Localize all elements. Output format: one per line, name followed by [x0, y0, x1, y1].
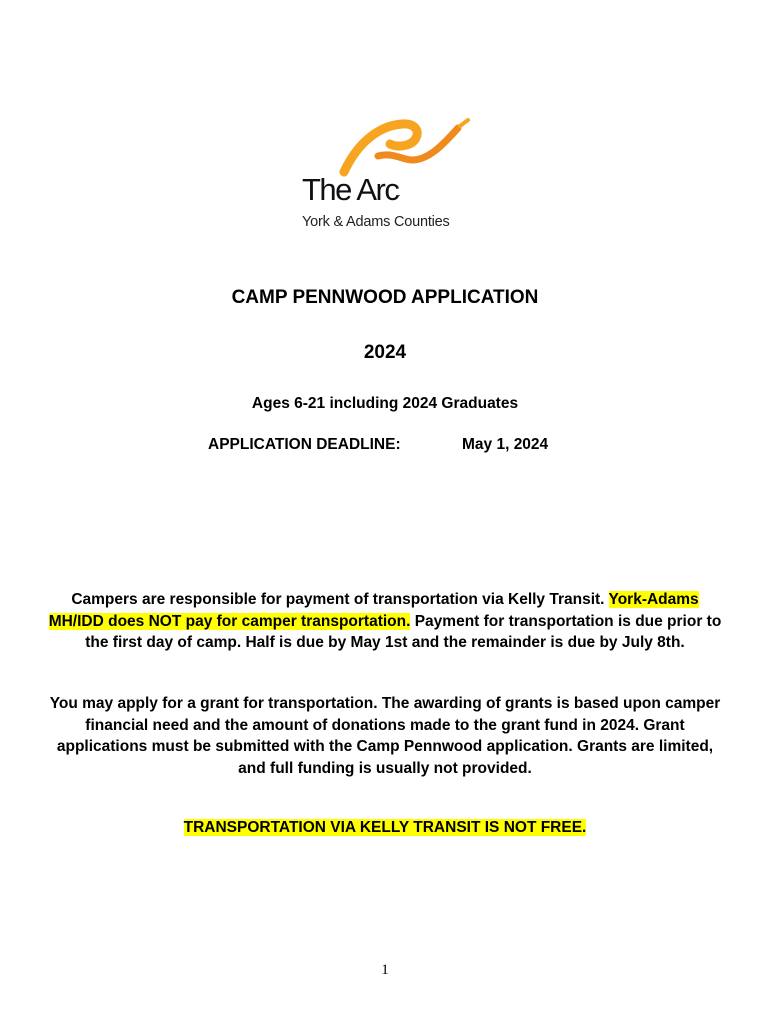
arc-logo — [296, 116, 476, 236]
highlighted-warning: York-Adams MH/IDD does NOT pay for camper transportation. — [48, 591, 699, 630]
page-number: 1 — [381, 962, 389, 978]
grant-paragraph: You may apply for a grant for transportation. The awarding of grants is based upon camper financial need and the amount of donations made to the grant fund in 2024. Grant applications must be submitted with the Camp Pennwood application. Grants are limited, and full funding is usually not provided. — [49, 695, 721, 777]
p1-text-start: Campers are responsible for payment of transportation via Kelly Transit. — [71, 591, 609, 608]
brand-name: The Arc. — [302, 172, 401, 207]
not-free-notice: TRANSPORTATION VIA KELLY TRANSIT IS NOT FREE. — [183, 819, 587, 836]
application-year: 2024 — [363, 342, 407, 363]
deadline-date: May 1, 2024 — [462, 436, 549, 453]
notice-line — [0, 819, 770, 837]
page-title: CAMP PENNWOOD APPLICATION — [231, 287, 539, 308]
brand-subtitle: York & Adams Counties — [302, 214, 450, 230]
arc-swoosh-icon — [336, 116, 476, 178]
age-range: Ages 6-21 including 2024 Graduates — [251, 395, 519, 412]
transportation-payment-paragraph — [42, 589, 728, 654]
p1-text-end: Payment for transportation is due prior to the first day of camp. Half is due by May 1st and the remainder is due by July 8th. — [85, 612, 722, 651]
deadline-label: APPLICATION DEADLINE: — [208, 436, 401, 453]
